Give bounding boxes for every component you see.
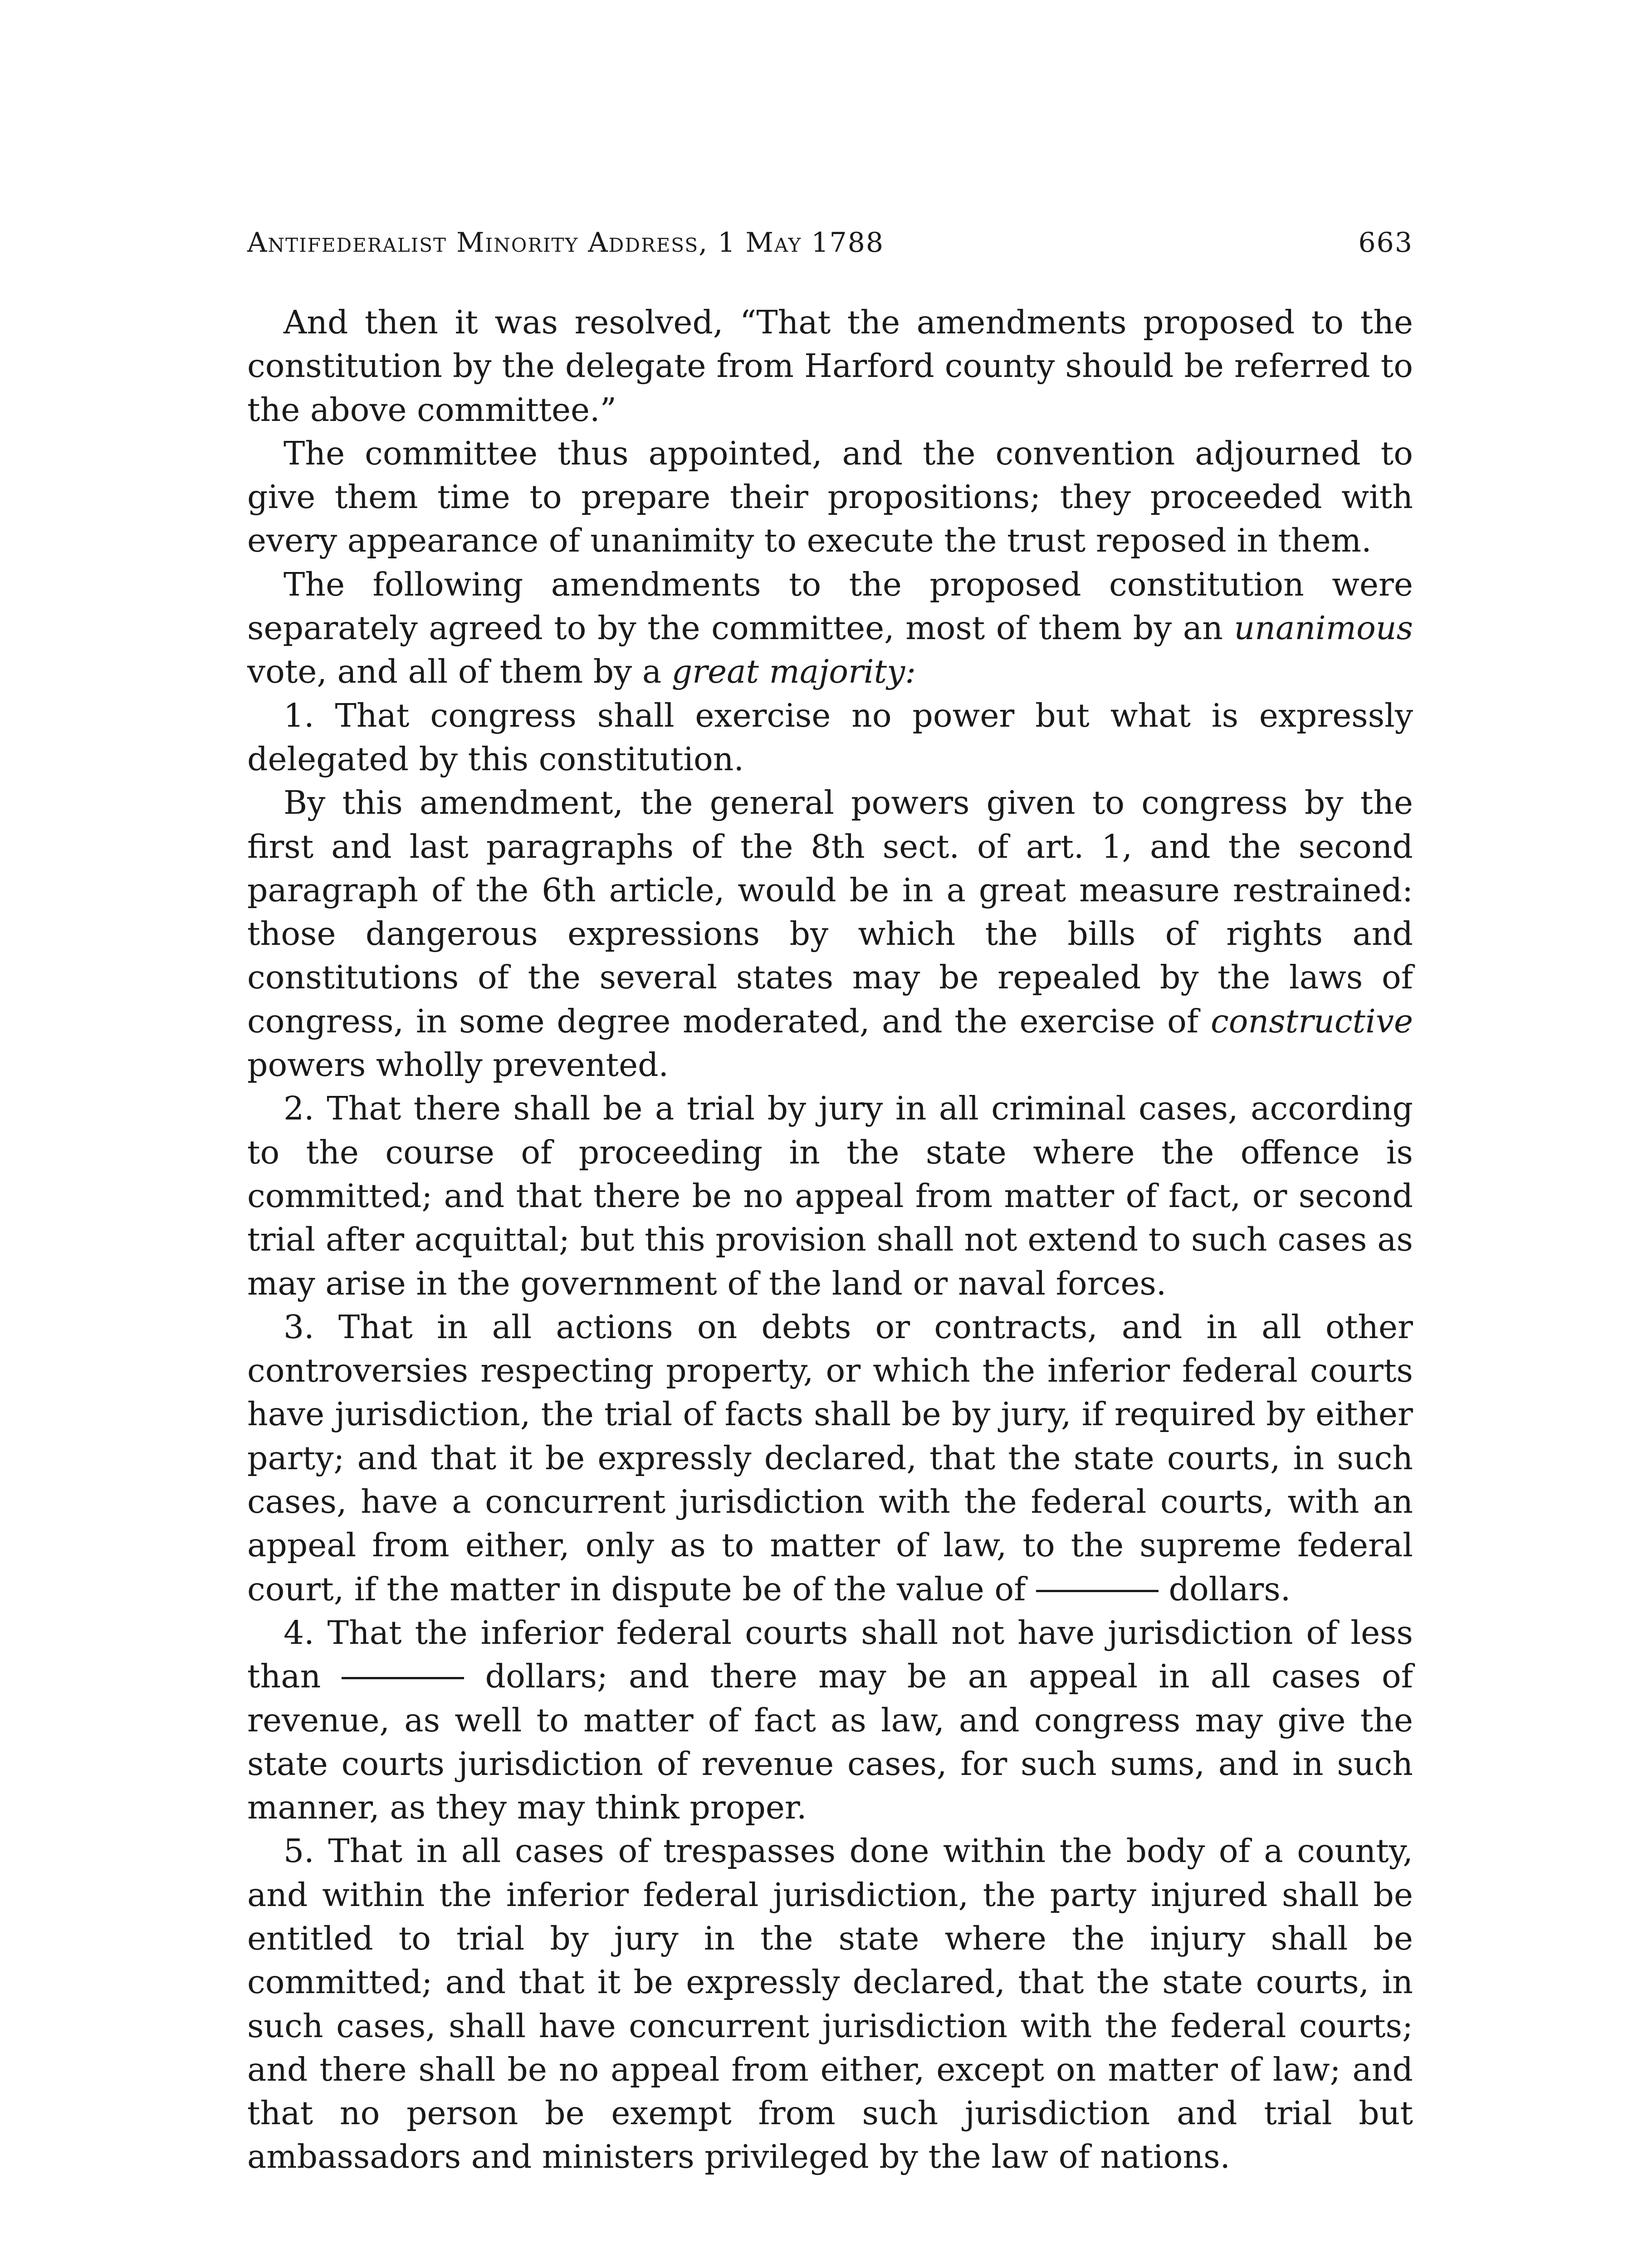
text-run: vote, and all of them by a [247, 653, 672, 691]
paragraph [247, 563, 1413, 694]
blank-line [1036, 1590, 1159, 1592]
paragraph: The committee thus appointed, and the convention adjourned to give them time to prepare their propositions; they proceeded with every appearance of unanimity to execute the trust reposed in them. [247, 434, 1413, 560]
paragraph: 2. That there shall be a trial by jury in all criminal cases, according to the course of proceeding in the state where the offence is committed; and that there be no appeal from matter of fact, or second trial after acquittal; but this provision shall not extend to such cases as may arise in the government of the land or naval forces. [247, 1090, 1413, 1302]
text-run: dollars. [1158, 1570, 1291, 1608]
document-page [247, 227, 1413, 2179]
paragraph [247, 1305, 1413, 1611]
paragraph [247, 781, 1413, 1087]
italic-text: unanimous [1234, 609, 1413, 647]
italic-text: great majority: [671, 653, 916, 691]
running-header [247, 227, 1413, 274]
paragraph: 5. That in all cases of trespasses done within the body of a county, and within the inferior federal jurisdiction, the party injured shall be entitled to trial by jury in the state where the injury shall be committed; and that it be expressly declared, that the state courts, in such cases, shall have concurrent jurisdiction with the federal courts; and there shall be no appeal from either, except on matter of law; and that no person be exempt from such jurisdiction and trial but ambassadors and ministers privileged by the law of nations. [247, 1832, 1413, 2176]
text-run: dollars; and there may be an appeal in all cases of revenue, as well to matter of fact as law, and congress may give the state courts jurisdiction of revenue cases, for such sums, and in such manner, as they may think proper. [247, 1657, 1413, 1827]
paragraph [247, 1611, 1413, 1829]
page-number: 663 [1358, 227, 1413, 259]
text-run: powers wholly prevented. [247, 1046, 669, 1084]
text-run: By this amendment, the general powers given to congress by the first and last paragraphs of the 8th sect. of art. 1, and the second paragraph of the 6th article, would be in a great measure restrained: those dangerous expressions by which the bills of rights and constitutions of the several states may be repealed by the laws of congress, in some degree moderated, and the exercise of [247, 784, 1413, 1040]
paragraph: 1. That congress shall exercise no power but what is expressly delegated by this constitution. [247, 696, 1413, 778]
text-run: 3. That in all actions on debts or contracts, and in all other controversies respecting property, or which the inferior federal courts have jurisdiction, the trial of facts shall be by jury, if required by either party; and that it be expressly declared, that the state courts, in such cases, have a concurrent jurisdiction with the federal courts, with an appeal from either, only as to matter of law, to the supreme federal court, if the matter in dispute be of the value of [247, 1308, 1413, 1608]
blank-line [342, 1677, 464, 1679]
italic-text: constructive [1210, 1002, 1413, 1040]
text-run: 4. That the inferior federal courts shall not have jurisdiction of less than [247, 1613, 1413, 1696]
body-text [247, 301, 1413, 2179]
running-title: Antifederalist Minority Address, 1 May 1788 [247, 227, 885, 259]
paragraph: And then it was resolved, “That the amendments proposed to the constitution by the delegate from Harford county should be referred to the above committee.” [247, 303, 1413, 429]
text-run: The following amendments to the proposed constitution were separately agreed to by the committee, most of them by an [247, 565, 1413, 647]
